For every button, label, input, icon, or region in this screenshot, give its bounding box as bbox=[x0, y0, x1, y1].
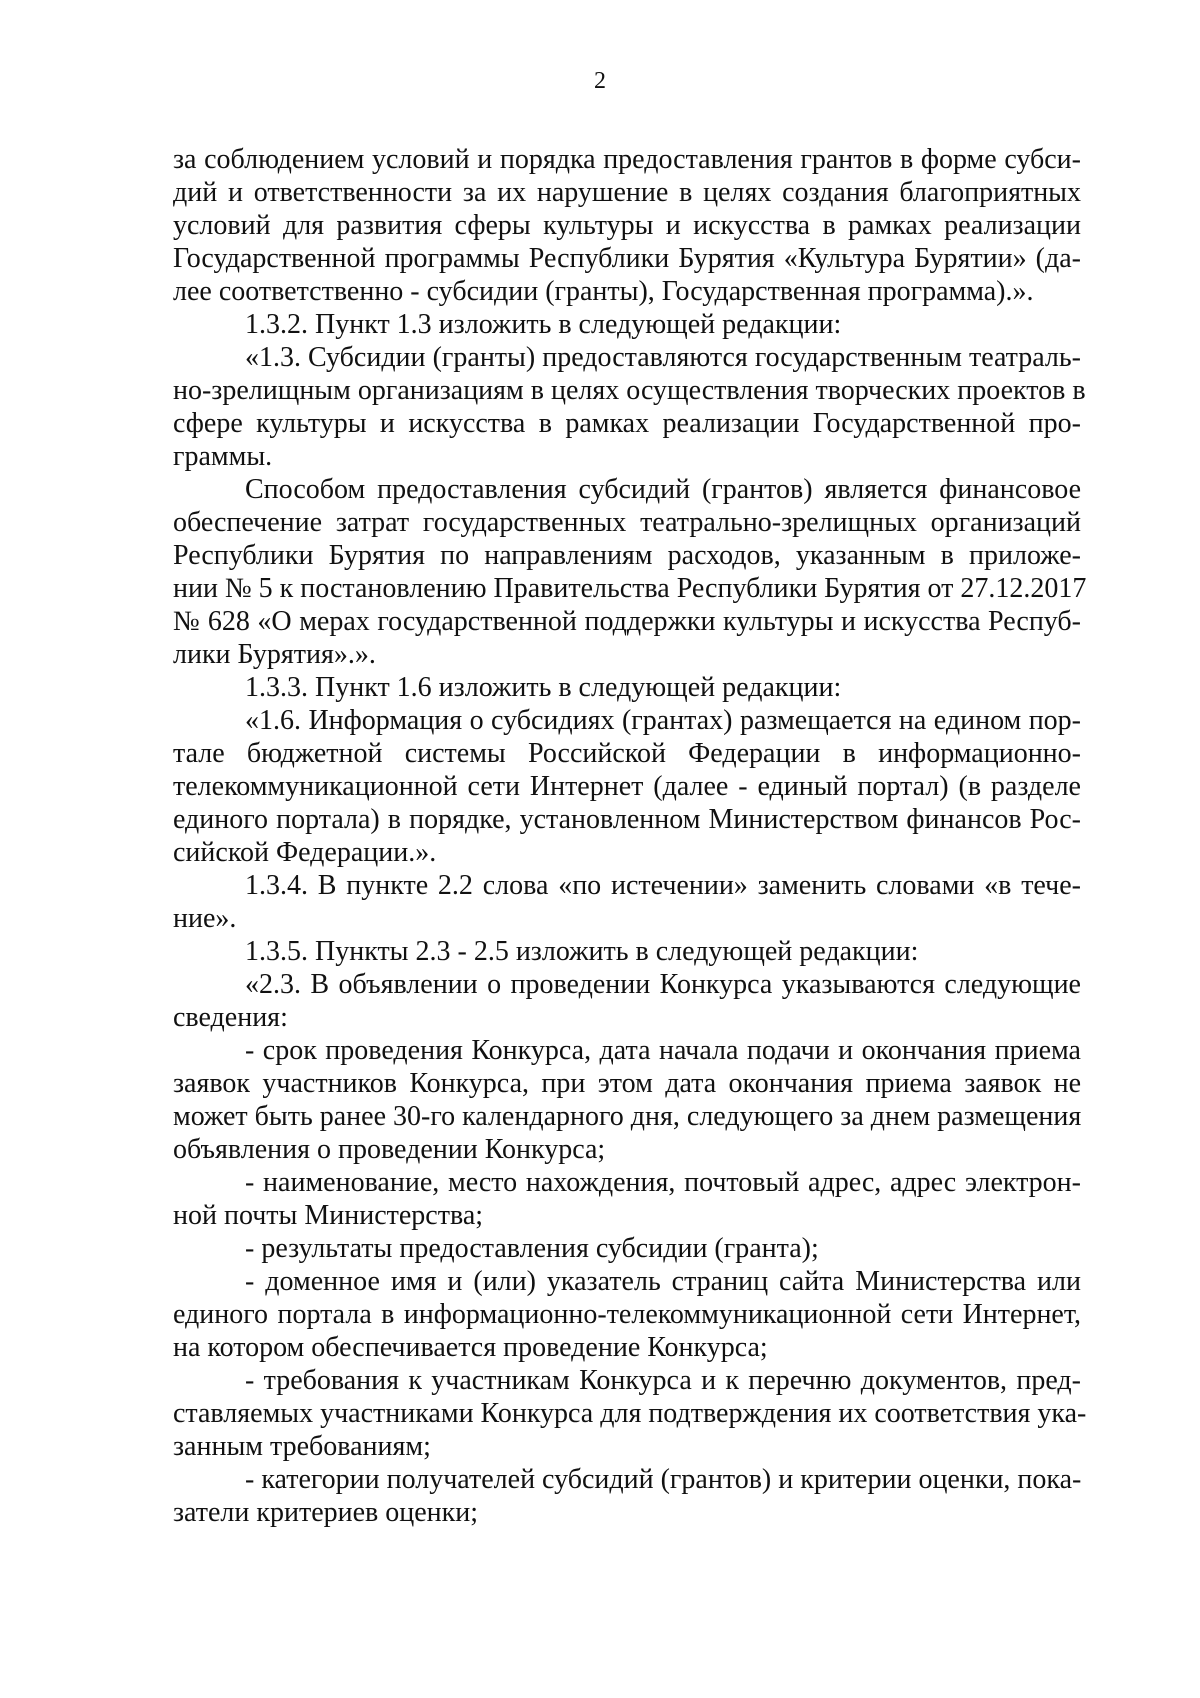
text-line: 1.3.2. Пункт 1.3 изложить в следующей редакции: bbox=[245, 309, 842, 340]
text-line: телекоммуникационной сети Интернет (далее - единый портал) (в разделе bbox=[173, 771, 1081, 802]
text-line: - доменное имя и (или) указатель страниц сайта Министерства или bbox=[245, 1266, 1081, 1297]
text-line: - наименование, место нахождения, почтовый адрес, адрес электрон- bbox=[245, 1167, 1081, 1198]
paragraph bbox=[173, 1463, 1081, 1529]
text-line: может быть ранее 30-го календарного дня, следующего за днем размещения bbox=[173, 1101, 1082, 1132]
text-line: - результаты предоставления субсидии (гранта); bbox=[245, 1233, 819, 1264]
paragraph bbox=[173, 1265, 1081, 1364]
text-line: сведения: bbox=[173, 1002, 288, 1033]
paragraph bbox=[173, 143, 1081, 308]
paragraph bbox=[173, 704, 1081, 869]
text-line: лее соответственно - субсидии (гранты), Государственная программа).». bbox=[173, 276, 1034, 307]
page-number: 2 bbox=[594, 68, 606, 94]
text-line: ставляемых участниками Конкурса для подтверждения их соответствия ука- bbox=[173, 1398, 1087, 1429]
text-line: за соблюдением условий и порядка предоставления грантов в форме субси- bbox=[173, 144, 1081, 175]
text-line: единого портала в информационно-телекоммуникационной сети Интернет, bbox=[173, 1299, 1081, 1330]
document-body bbox=[173, 143, 1087, 1529]
text-line: условий для развития сферы культуры и искусства в рамках реализации bbox=[173, 210, 1081, 241]
text-line: Государственной программы Республики Бурятия «Культура Бурятии» (да- bbox=[173, 243, 1081, 274]
text-line: 1.3.3. Пункт 1.6 изложить в следующей редакции: bbox=[245, 672, 842, 703]
paragraph bbox=[173, 1364, 1087, 1463]
text-line: заявок участников Конкурса, при этом дата окончания приема заявок не bbox=[173, 1068, 1081, 1099]
text-line: нии № 5 к постановлению Правительства Республики Бурятия от 27.12.2017 bbox=[173, 573, 1087, 604]
text-line: занным требованиям; bbox=[173, 1431, 431, 1462]
paragraph bbox=[173, 341, 1086, 473]
text-line: объявления о проведении Конкурса; bbox=[173, 1134, 606, 1165]
paragraph bbox=[173, 1034, 1081, 1166]
text-line: сийской Федерации.». bbox=[173, 837, 437, 868]
text-line: дий и ответственности за их нарушение в целях создания благоприятных bbox=[173, 177, 1081, 208]
text-line: но-зрелищным организациям в целях осуществления творческих проектов в bbox=[173, 375, 1086, 406]
text-line: затели критериев оценки; bbox=[173, 1497, 479, 1528]
text-line: Способом предоставления субсидий (грантов) является финансовое bbox=[245, 474, 1081, 505]
text-line: тале бюджетной системы Российской Федерации в информационно- bbox=[173, 738, 1081, 769]
paragraph bbox=[173, 1166, 1081, 1232]
text-line: № 628 «О мерах государственной поддержки культуры и искусства Респуб- bbox=[173, 606, 1081, 637]
text-line: 1.3.4. В пункте 2.2 слова «по истечении» заменить словами «в тече- bbox=[245, 870, 1081, 901]
text-line: сфере культуры и искусства в рамках реализации Государственной про- bbox=[173, 408, 1081, 439]
text-line: лики Бурятия».». bbox=[173, 639, 376, 670]
text-line: 1.3.5. Пункты 2.3 - 2.5 изложить в следующей редакции: bbox=[245, 936, 919, 967]
text-line: ной почты Министерства; bbox=[173, 1200, 484, 1231]
text-line: ние». bbox=[173, 903, 237, 934]
text-line: «1.6. Информация о субсидиях (грантах) размещается на едином пор- bbox=[245, 705, 1081, 736]
text-line: на котором обеспечивается проведение Конкурса; bbox=[173, 1332, 768, 1363]
text-line: единого портала) в порядке, установленном Министерством финансов Рос- bbox=[173, 804, 1081, 835]
text-line: - срок проведения Конкурса, дата начала подачи и окончания приема bbox=[245, 1035, 1081, 1066]
text-line: Республики Бурятия по направлениям расходов, указанным в приложе- bbox=[173, 540, 1081, 571]
paragraph bbox=[173, 935, 1081, 968]
paragraph bbox=[173, 968, 1081, 1034]
text-line: - требования к участникам Конкурса и к перечню документов, пред- bbox=[245, 1365, 1081, 1396]
paragraph bbox=[173, 869, 1081, 935]
paragraph bbox=[173, 308, 1081, 341]
text-line: «1.3. Субсидии (гранты) предоставляются государственным театраль- bbox=[245, 342, 1081, 373]
text-line: «2.3. В объявлении о проведении Конкурса указываются следующие bbox=[245, 969, 1081, 1000]
text-line: - категории получателей субсидий (грантов) и критерии оценки, пока- bbox=[245, 1464, 1082, 1495]
paragraph bbox=[173, 1232, 1081, 1265]
paragraph bbox=[173, 671, 1081, 704]
text-line: граммы. bbox=[173, 441, 273, 472]
paragraph bbox=[173, 473, 1087, 671]
text-line: обеспечение затрат государственных театрально-зрелищных организаций bbox=[173, 507, 1081, 538]
